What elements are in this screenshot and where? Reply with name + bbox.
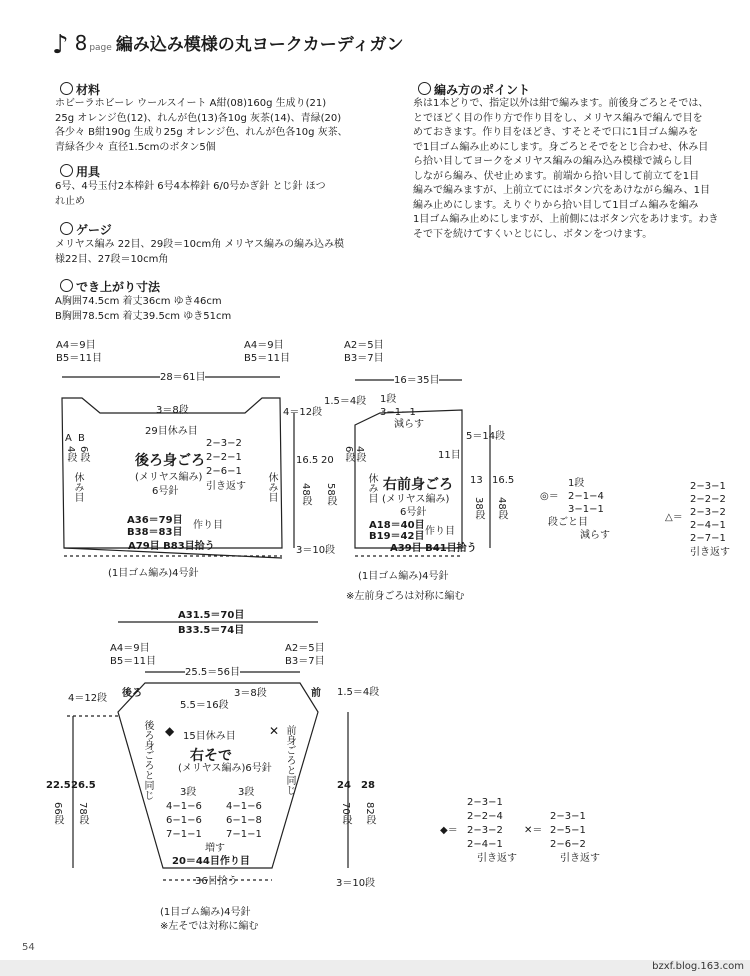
- materials-title: 材料: [60, 81, 100, 98]
- circle-symbol-icon: ◎＝: [540, 491, 559, 502]
- sleeve-title: 右そで: [190, 748, 232, 764]
- page-header: ♪ 8 page 編み込み模様の丸ヨークカーディガン: [52, 30, 404, 60]
- points-title: 編み方のポイント: [418, 81, 530, 98]
- music-note-icon: ♪: [52, 30, 69, 60]
- diamond-symbol-icon: ◆: [165, 724, 175, 738]
- gauge-title: ゲージ: [60, 221, 112, 238]
- page-number: 8: [74, 31, 88, 55]
- page-title: 編み込み模様の丸ヨークカーディガン: [115, 35, 404, 55]
- materials-body: ホビーラホビーレ ウールスイート A紺(08)160g 生成り(21) 25g オレンジ色(12)、れんが色(13)各10g 灰茶(14)、青緑(20) 各少々 B紺190g 生成り25g オレンジ色、れんが色各10g 灰茶、 青緑各少々 直径1.5cmのボタン5個: [55, 98, 348, 153]
- site-url: bzxf.blog.163.com: [652, 961, 744, 972]
- cross-symbol-icon: ✕: [269, 724, 280, 738]
- front-body-title: 右前身ごろ: [383, 477, 453, 493]
- footer-bar: [0, 960, 750, 976]
- size-body: A胸囲74.5cm 着丈36cm ゆき46cm B胸囲78.5cm 着丈39.5cm ゆき51cm: [55, 296, 232, 322]
- back-body-title: 後ろ身ごろ: [135, 453, 205, 469]
- gauge-body: メリヤス編み 22目、29段＝10cm角 メリヤス編みの編み込み模 様22目、27段＝10cm角: [55, 239, 344, 265]
- points-body: 糸は1本どりで、指定以外は紺で編みます。前後身ごろとそでは、 とでほどく目の作り方で作り目をし、メリヤス編みで編んで目を めておきます。作り目をほどき、すそとそで口に1目ゴム編みを で1目ゴム編み止めにします。身ごろとそでをとじ合わせ、休み目 ら拾い目してヨークをメリヤス編みの編み込み模様で減らし目 しながら編み、伏せ止めます。前端から拾い目して前立てを1目 編みで編みますが、上前立てにはボタン穴をあけながら編み、1目 編み止めにします。えりぐりから拾い目して1目ゴム編みを編み 1目ゴム編み止めにしますが、上前側にはボタン穴をあけます。わき そで下を続けてすくいとじにし、ボタンをつけます。: [413, 98, 719, 240]
- page-number-footer: 54: [22, 942, 35, 953]
- size-title: でき上がり寸法: [60, 278, 160, 295]
- back-b5: B5＝11目: [56, 353, 102, 364]
- back-a4: A4＝9目: [56, 340, 96, 351]
- tools-body: 6号、4号玉付2本棒針 6号4本棒針 6/0号かぎ針 とじ針 ほつ れ止め: [55, 181, 326, 207]
- back-width: 28＝61目: [160, 372, 206, 383]
- tools-title: 用具: [60, 163, 100, 180]
- triangle-symbol-icon: △＝: [665, 512, 683, 523]
